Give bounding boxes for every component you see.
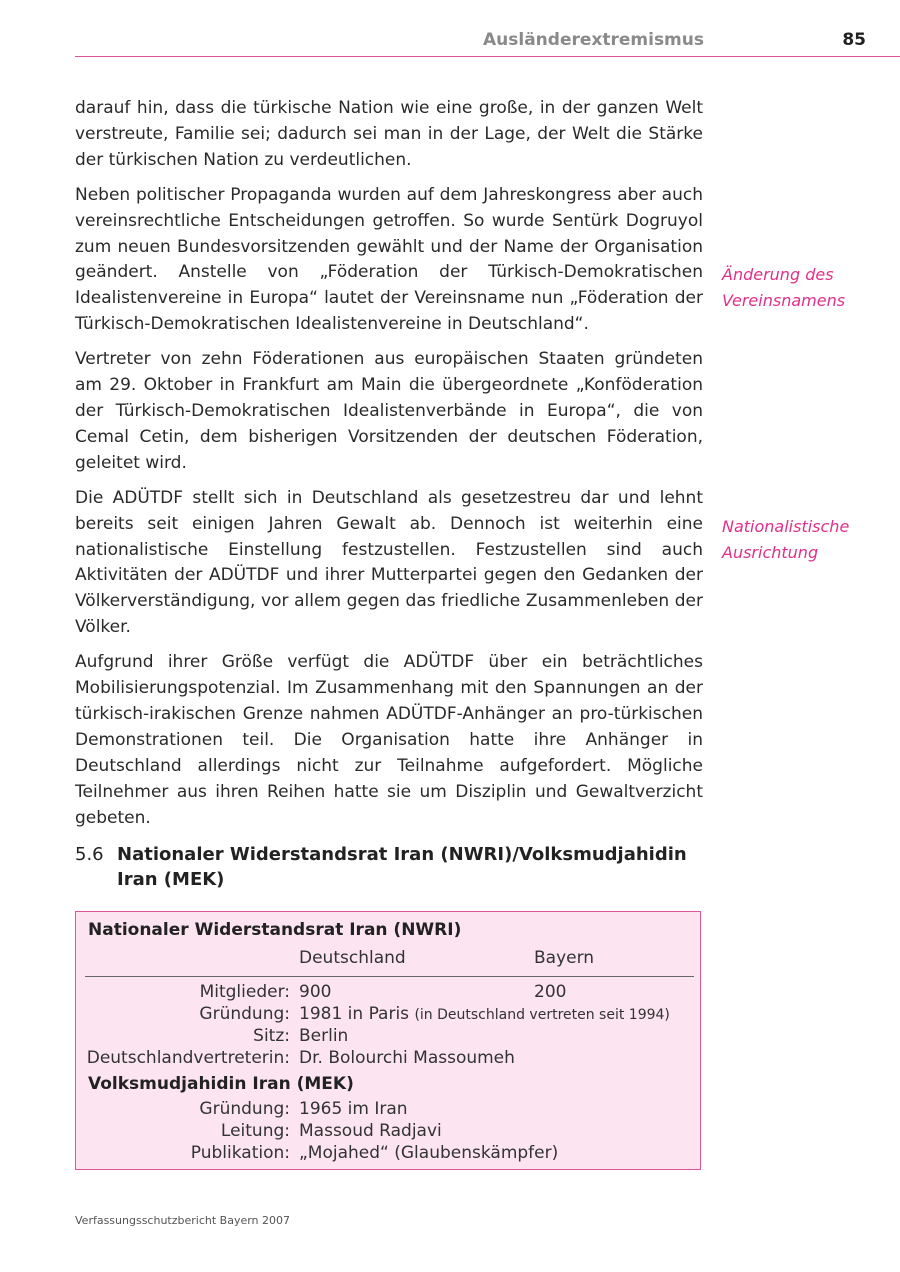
row-value: Dr. Bolourchi Massoumeh [299, 1048, 515, 1068]
row-mek-founding [76, 1098, 696, 1120]
row-label: Gründung: [199, 1099, 290, 1119]
margin-note-nationalist [722, 514, 892, 566]
row-label: Deutschlandvertreterin: [86, 1048, 290, 1068]
row-value: Berlin [299, 1026, 349, 1046]
margin-note-line: Änderung des [722, 265, 834, 284]
founding-note: (in Deutschland vertreten seit 1994) [414, 1007, 670, 1023]
row-value-bayern: 200 [534, 982, 567, 1002]
column-header-bayern: Bayern [534, 948, 595, 968]
row-value [299, 1003, 670, 1026]
row-label: Gründung: [199, 1004, 290, 1024]
mek-title: Volksmudjahidin Iran (MEK) [88, 1074, 354, 1094]
footer: Verfassungsschutzbericht Bayern 2007 [75, 1214, 291, 1227]
paragraph: Aufgrund ihrer Größe verfügt die ADÜTDF über ein beträchtliches Mobilisierungspotenzial. Im Zusammenhang mit den Spannungen an der türkisch-irakischen Grenze nahmen ADÜTDF-Anhänger an pro-türkischen Demonstrationen teil. Die Organisation hatte ihre Anhänger in Deutschland allerdings nicht zur Teilnahme aufgefordert. Mögliche Teilnehmer aus ihren Reihen hatte sie um Disziplin und Gewaltverzicht gebeten. [75, 652, 703, 828]
row-value: 900 [299, 982, 332, 1002]
row-mek-leadership [76, 1120, 696, 1142]
section-heading [75, 842, 703, 892]
page-number: 85 [842, 30, 866, 50]
paragraph: Vertreter von zehn Föderationen aus europäischen Staaten gründeten am 29. Oktober in Frankfurt am Main die übergeordnete „Konföderation der Türkisch-Demokratischen Idealistenverbände in Europa“, die von Cemal Cetin, dem bisherigen Vorsitzenden der deutschen Föderation, geleitet wird. [75, 349, 703, 473]
row-value: 1965 im Iran [299, 1099, 408, 1119]
row-members [76, 981, 696, 1003]
header-title: Ausländerextremismus [483, 30, 704, 50]
margin-note-name-change [722, 262, 892, 314]
section-title: Nationaler Widerstandsrat Iran (NWRI)/Volksmudjahidin Iran (MEK) [117, 844, 687, 890]
table-rule [85, 976, 694, 977]
row-value: „Mojahed“ (Glaubenskämpfer) [299, 1143, 559, 1163]
row-representative [76, 1047, 696, 1069]
margin-note-line: Nationalistische [722, 517, 850, 536]
row-founding [76, 1003, 696, 1025]
body-text [75, 96, 703, 840]
info-box [75, 911, 701, 1170]
row-label: Sitz: [253, 1026, 290, 1046]
row-seat [76, 1025, 696, 1047]
row-label: Leitung: [220, 1121, 290, 1141]
founding-value: 1981 in Paris [299, 1004, 410, 1024]
paragraph: darauf hin, dass die türkische Nation wie eine große, in der ganzen Welt verstreute, Familie sei; dadurch sei man in der Lage, der Welt die Stärke der türkischen Nation zu verdeutlichen. [75, 98, 703, 170]
section-number: 5.6 [75, 844, 104, 865]
header-rule [75, 56, 900, 57]
paragraph: Die ADÜTDF stellt sich in Deutschland als gesetzestreu dar und lehnt bereits seit einigen Jahren Gewalt ab. Dennoch ist weiterhin eine nationalistische Einstellung festzustellen. Festzustellen sind auch Aktivitäten der ADÜTDF und ihrer Mutterpartei gegen den Gedanken der Völkerverständigung, vor allem gegen das friedliche Zusammenleben der Völker. [75, 487, 703, 638]
row-mek-publication [76, 1142, 696, 1164]
margin-note-line: Vereinsnamens [722, 291, 846, 310]
column-header-deutschland: Deutschland [299, 948, 406, 968]
nwri-title: Nationaler Widerstandsrat Iran (NWRI) [88, 920, 462, 940]
row-label: Publikation: [190, 1143, 290, 1163]
row-label: Mitglieder: [199, 982, 290, 1002]
margin-note-line: Ausrichtung [722, 543, 819, 562]
row-value: Massoud Radjavi [299, 1121, 442, 1141]
paragraph: Neben politischer Propaganda wurden auf dem Jahreskongress aber auch vereinsrechtliche Entscheidungen getroffen. So wurde Sentürk Dogruyol zum neuen Bundesvorsitzenden gewählt und der Name der Organisation geändert. Anstelle von „Föderation der Türkisch-Demokratischen Idealistenvereine in Europa“ lautet der Vereinsname nun „Föderation der Türkisch-Demokratischen Idealistenvereine in Deutschland“. [75, 184, 703, 335]
